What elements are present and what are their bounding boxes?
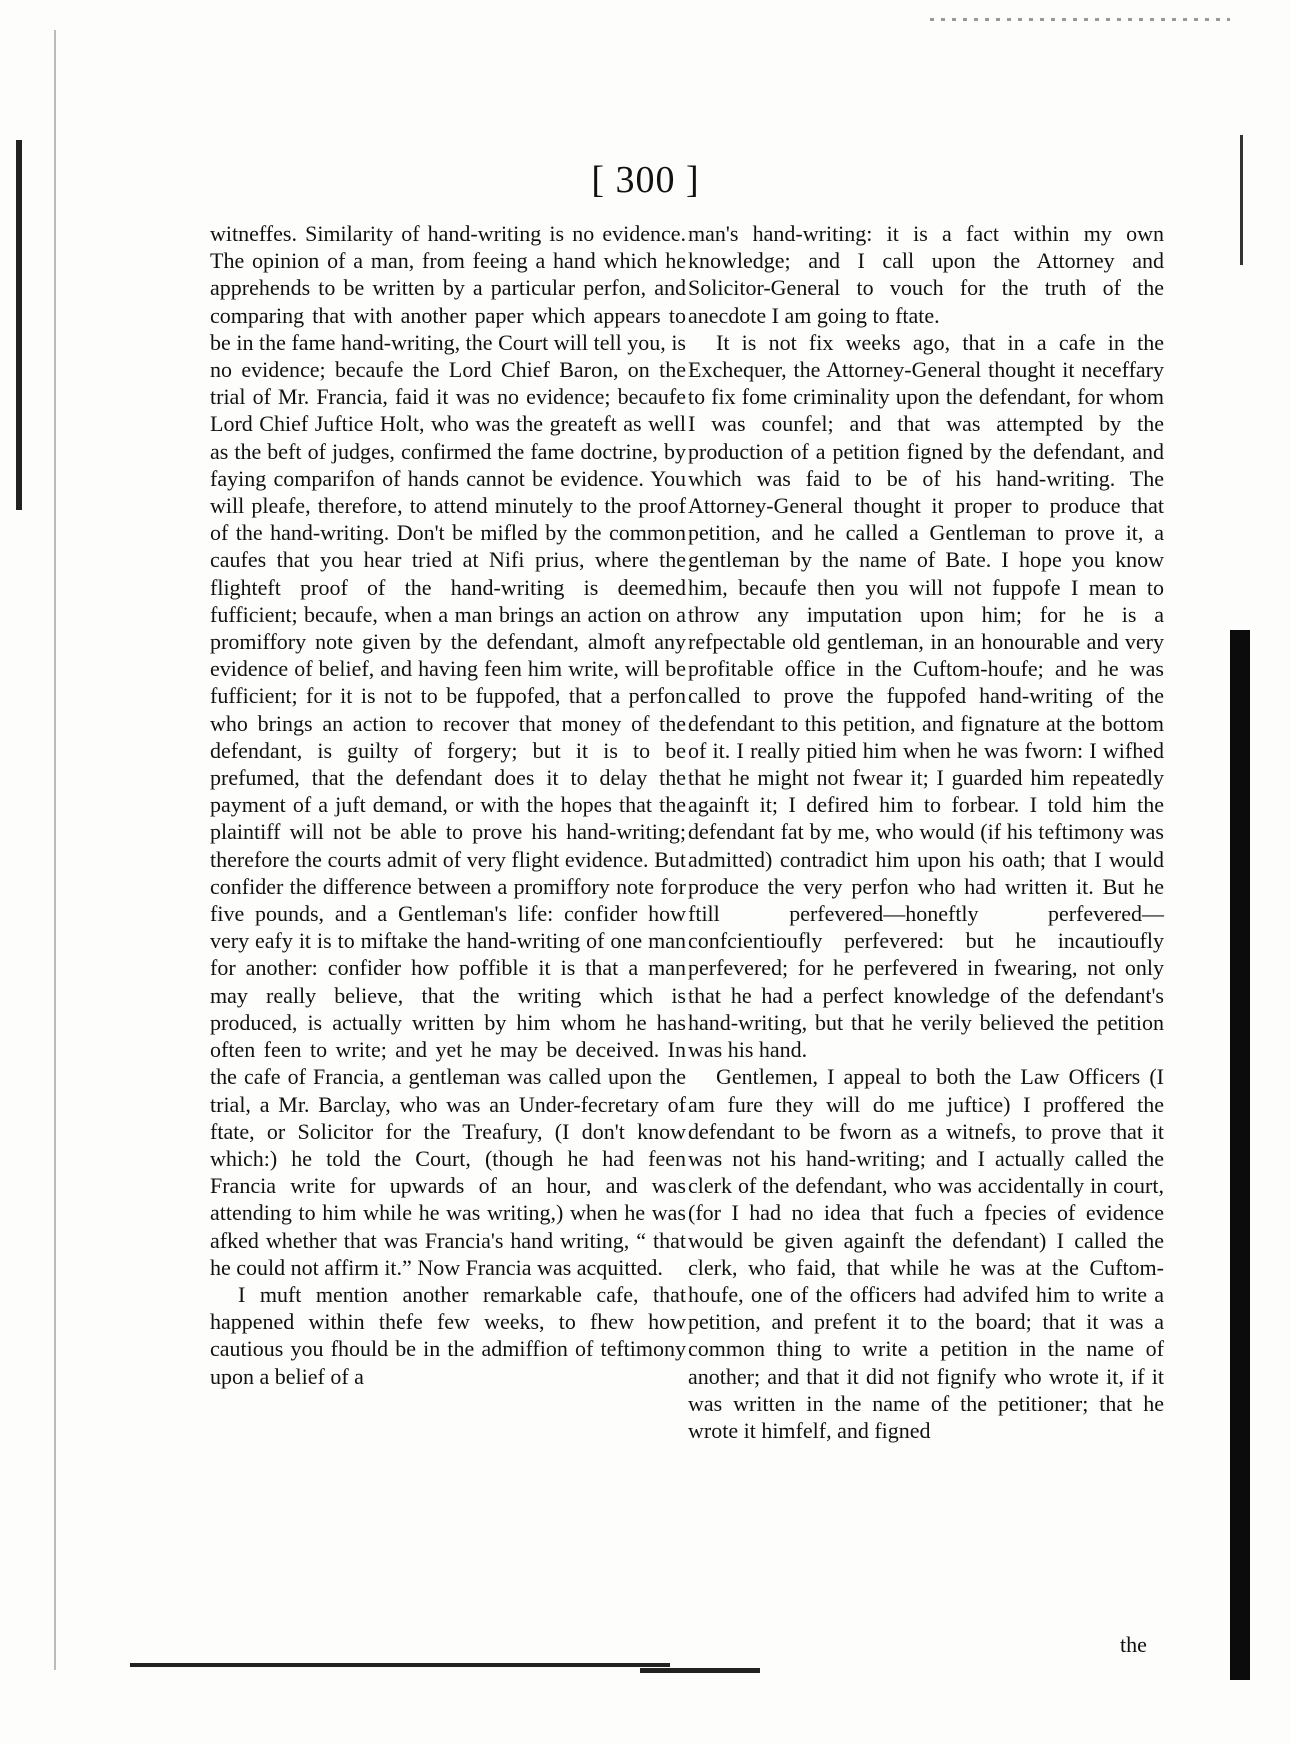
right-text-column (688, 220, 1164, 1444)
page-number: [ 300 ] (591, 159, 700, 201)
left-text-column (210, 220, 686, 1390)
scan-noise (930, 18, 1230, 21)
paragraph: Gentlemen, I appeal to both the Law Officers (I am fure they will do me juftice) I proffered the defendant to be fworn as a witnefs, to prove that it was not his hand-writing; and I actually called the clerk of the defendant, who was accidentally in court, (for I had no idea that fuch a fpecies of evidence would be given againft the defendant) I called the clerk, who faid, that while he was at the Cuftom-houfe, one of the officers had advifed him to write a petition, and prefent it to the board; that it was a common thing to write a petition in the name of another; and that it did not fignify who wrote it, if it was written in the name of the petitioner; that he wrote it himfelf, and figned (688, 1064, 1164, 1443)
paragraph: witneffes. Similarity of hand-writing is no evidence. The opinion of a man, from feeing a hand which he apprehends to be written by a particular perfon, and comparing that with another paper which appears to be in the fame hand-writing, the Court will tell you, is no evidence; becaufe the Lord Chief Baron, on the trial of Mr. Francia, faid it was no evidence; becaufe Lord Chief Juftice Holt, who was the greateft as well as the beft of judges, confirmed the fame doctrine, by faying comparifon of hands cannot be evidence. You will pleafe, therefore, to attend minutely to the proof of the hand-writing. Don't be mifled by the common caufes that you hear tried at Nifi prius, where the flighteft proof of the hand-writing is deemed fufficient; becaufe, when a man brings an action on a promiffory note given by the defendant, almoft any evidence of belief, and having feen him write, will be fufficient; for it is not to be fuppofed, that a perfon who brings an action to recover that money of the defendant, is guilty of forgery; but it is to be prefumed, that the defendant does it to delay the payment of a juft demand, or with the hopes that the plaintiff will not be able to prove his hand-writing; therefore the courts admit of very flight evidence. But confider the difference between a promiffory note for five pounds, and a Gentleman's life: confider how very eafy it is to miftake the hand-writing of one man for another: confider how poffible it is that a man may really believe, that the writing which is produced, is actually written by him whom he has often feen to write; and yet he may be deceived. In the cafe of Francia, a gentleman was called upon the trial, a Mr. Barclay, who was an Under-fecretary of ftate, or Solicitor for the Treafury, (I don't know which:) he told the Court, (though he had feen Francia write for upwards of an hour, and was attending to him while he was writing,) when he was afked whether that was Francia's hand writing, “ that he could not affirm it.” Now Francia was acquitted. (210, 221, 686, 1280)
paragraph: man's hand-writing: it is a fact within my own knowledge; and I call upon the Attorney and Solicitor-General to vouch for the truth of the anecdote I am going to ftate. (688, 221, 1164, 328)
scan-bottom-mark (130, 1663, 670, 1667)
scan-gutter-line (54, 30, 56, 1670)
paragraph: I muft mention another remarkable cafe, that happened within thefe few weeks, to fhew how cautious you fhould be in the admiffion of teftimony upon a belief of a (210, 1281, 686, 1389)
scan-edge-shadow (1230, 630, 1250, 1680)
paragraph: It is not fix weeks ago, that in a cafe in the Exchequer, the Attorney-General thought it neceffary to fix fome criminality upon the defendant, for whom I was counfel; and that was attempted by the production of a petition figned by the defendant, and which was faid to be of his hand-writing. The Attorney-General thought it proper to produce that petition, and he called a Gentleman to prove it, a gentleman by the name of Bate. I hope you know him, becaufe then you will not fuppofe I mean to throw any imputation upon him; for he is a refpectable old gentleman, in an honourable and very profitable office in the Cuftom-houfe; and he was called to prove the fuppofed hand-writing of the defendant to this petition, and fignature at the bottom of it. I really pitied him when he was fworn: I wifhed that he might not fwear it; I guarded him repeatedly againft it; I defired him to forbear. I told him the defendant fat by me, who would (if his teftimony was admitted) contradict him upon his oath; that I would produce the very perfon who had written it. But he ftill perfevered—honeftly perfevered—confcientioufly perfevered: but he incautioufly perfevered; for he perfevered in fwearing, not only that he had a perfect knowledge of the defendant's hand-writing, but that he verily believed the petition was his hand. (688, 329, 1164, 1063)
catchword: the (1120, 1632, 1147, 1657)
scan-bottom-mark (640, 1668, 760, 1673)
